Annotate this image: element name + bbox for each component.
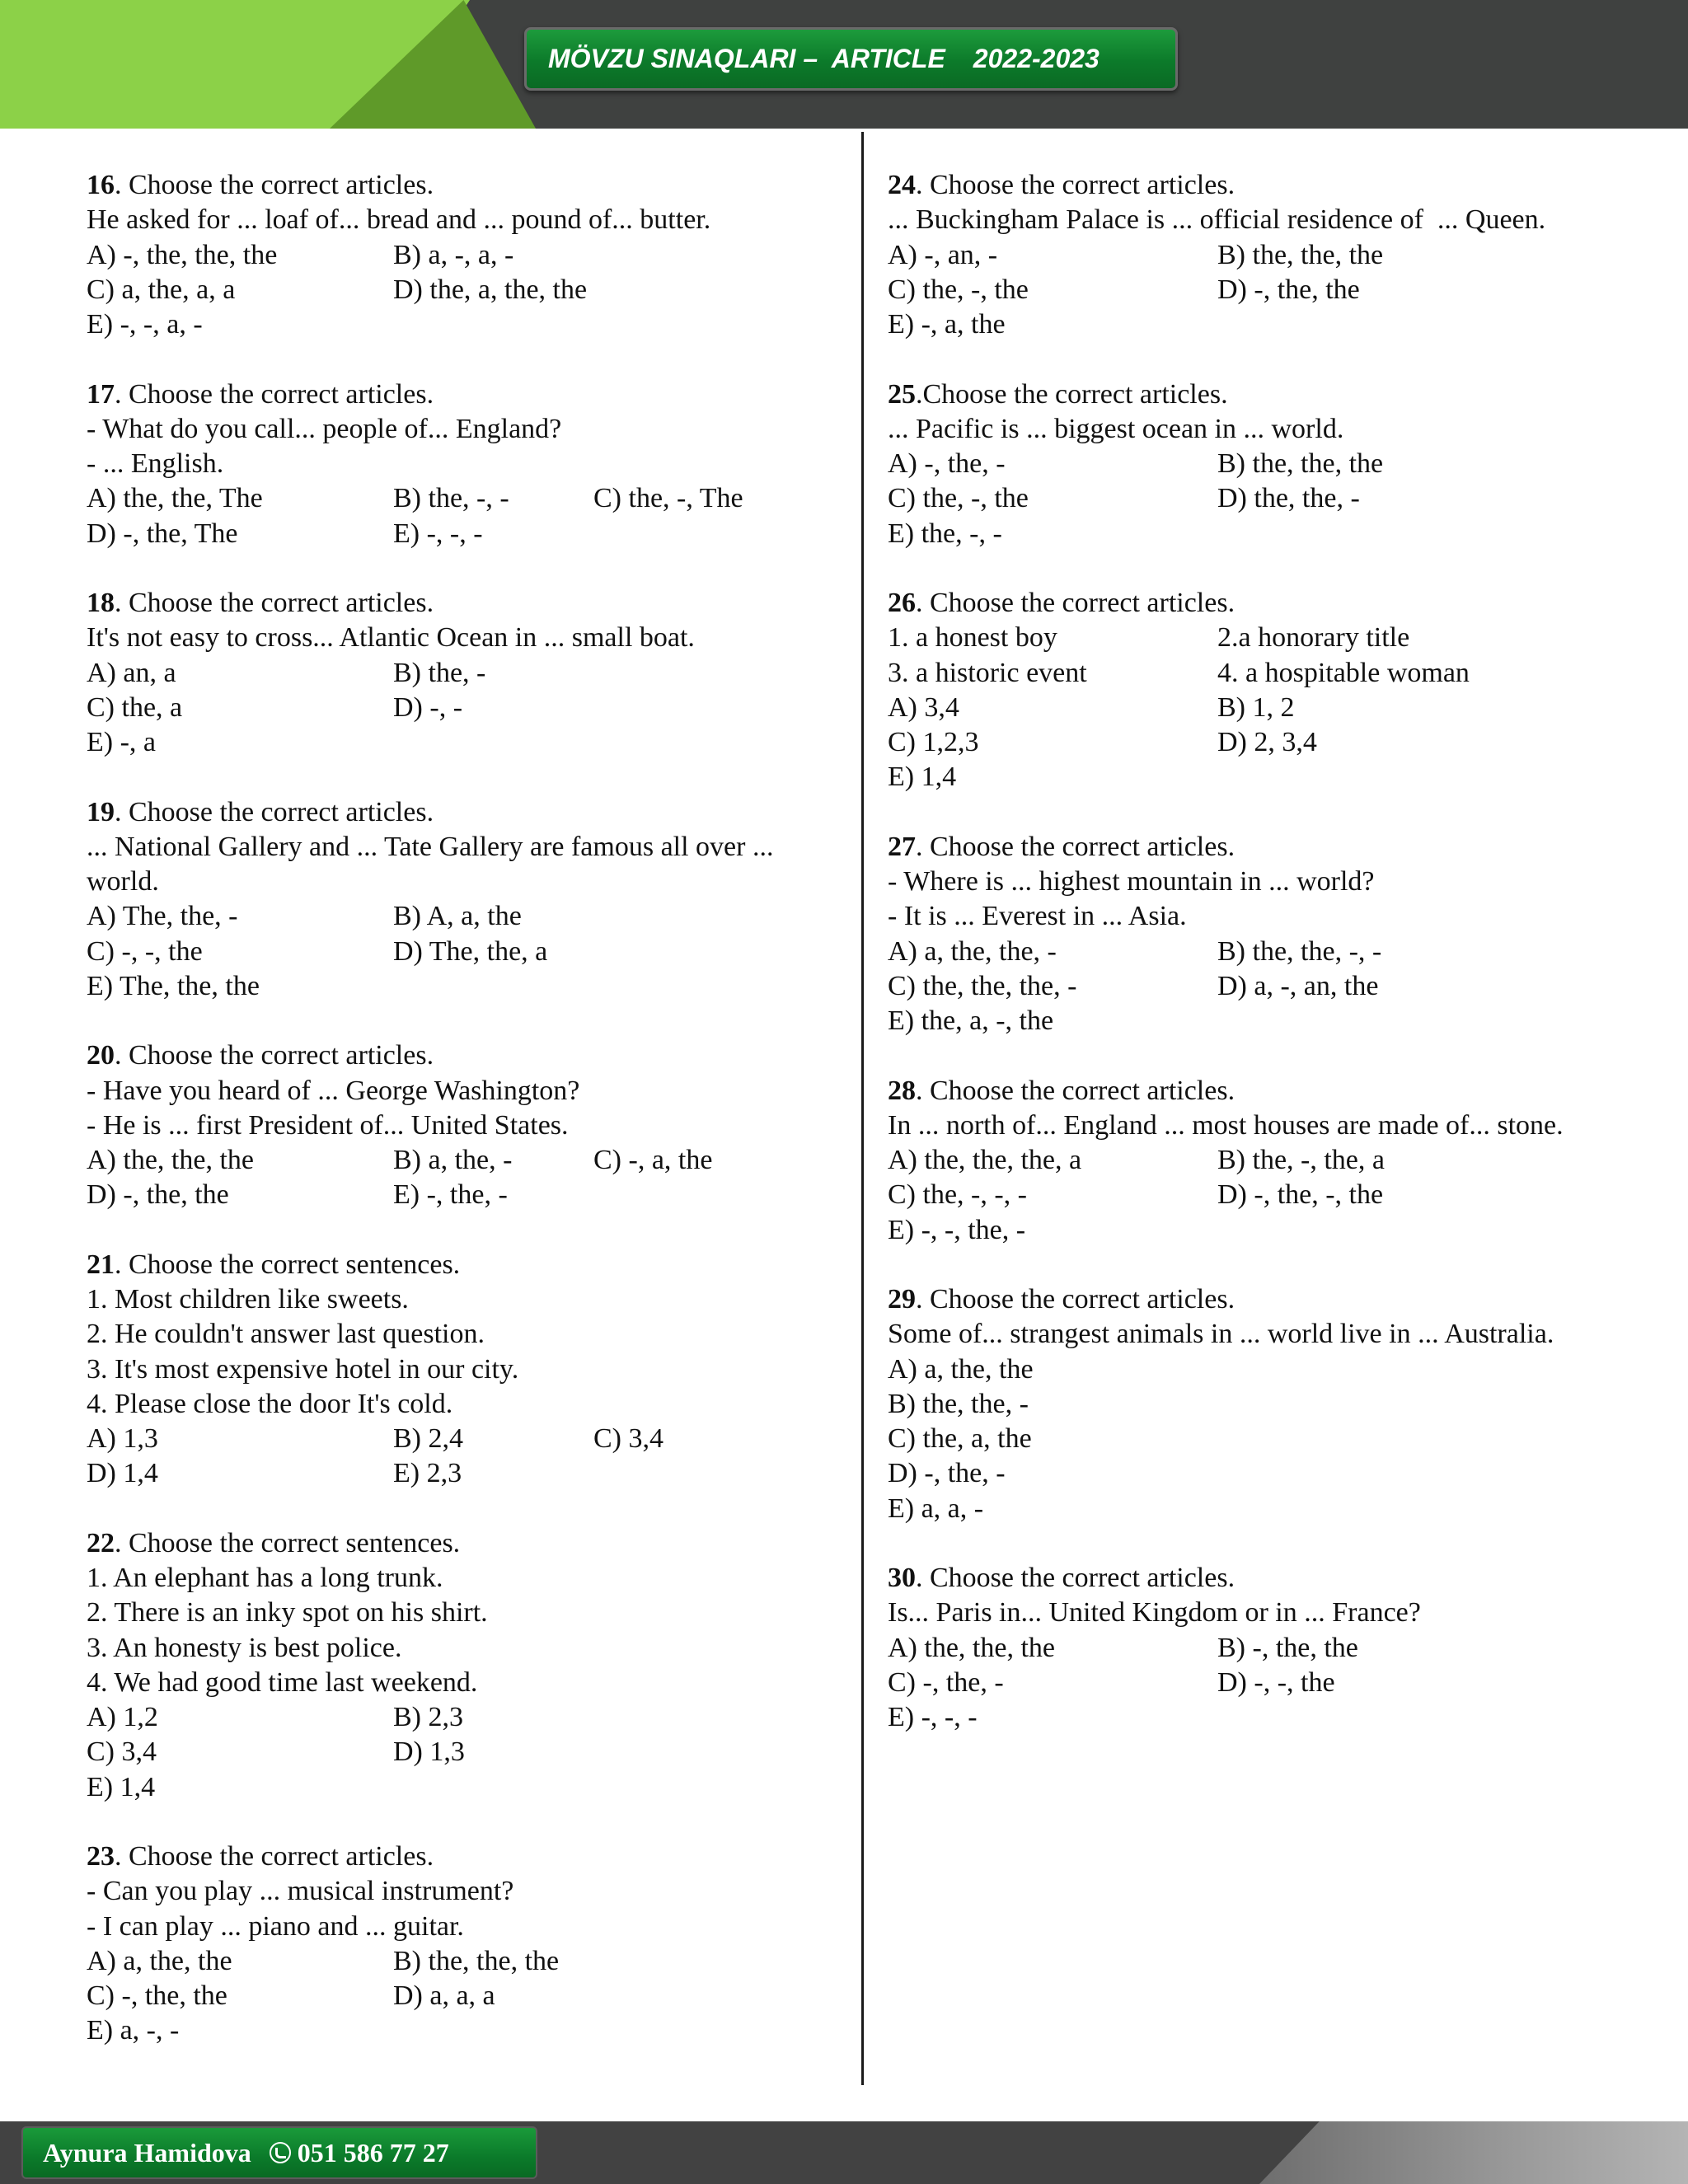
option-row bbox=[87, 238, 853, 273]
option-row bbox=[888, 1213, 1679, 1248]
answer-option[interactable]: D) a, -, an, the bbox=[1217, 970, 1379, 1001]
option-row bbox=[87, 935, 853, 969]
answer-option[interactable]: E) a, -, - bbox=[87, 2015, 180, 2046]
question-number: 24 bbox=[888, 170, 916, 200]
option-row bbox=[888, 969, 1679, 1004]
left-column bbox=[87, 168, 853, 2083]
answer-option[interactable]: B) the, the, the bbox=[1217, 448, 1384, 479]
option-row bbox=[888, 1004, 1679, 1038]
answer-option[interactable]: D) -, the, The bbox=[87, 518, 238, 549]
answer-option[interactable]: C) -, a, the bbox=[593, 1145, 713, 1175]
answer-option[interactable]: A) 1,2 bbox=[87, 1702, 158, 1732]
question-text-line: 1. An elephant has a long trunk. bbox=[87, 1563, 443, 1593]
question-text-line: 4. Please close the door It's cold. bbox=[87, 1388, 453, 1419]
column-divider bbox=[861, 132, 864, 2085]
option-row bbox=[888, 1352, 1679, 1387]
question-28 bbox=[888, 1074, 1679, 1248]
option-row bbox=[888, 307, 1679, 342]
question-20 bbox=[87, 1038, 853, 1212]
answer-option[interactable]: C) the, a bbox=[87, 691, 183, 723]
question-number: 16 bbox=[87, 170, 115, 200]
option-row bbox=[888, 725, 1679, 760]
answer-option[interactable]: E) -, -, - bbox=[888, 1702, 978, 1732]
option-row bbox=[888, 481, 1679, 516]
question-heading bbox=[87, 1526, 853, 1561]
answer-option[interactable]: D) 1,4 bbox=[87, 1458, 158, 1489]
answer-option[interactable]: B) the, the, the bbox=[393, 1945, 560, 1976]
answer-option[interactable]: B) 1, 2 bbox=[1217, 691, 1295, 723]
answer-option[interactable]: A) -, the, the, the bbox=[87, 239, 278, 270]
option-row bbox=[888, 656, 1679, 691]
question-heading bbox=[87, 586, 853, 621]
answer-option[interactable]: E) The, the, the bbox=[87, 970, 260, 1001]
answer-option[interactable]: B) the, - bbox=[393, 657, 486, 688]
option-row bbox=[87, 1735, 853, 1769]
title-badge bbox=[524, 27, 1178, 91]
answer-option[interactable]: C) the, -, The bbox=[593, 483, 743, 514]
answer-option[interactable]: A) a, the, the, - bbox=[888, 935, 1057, 967]
question-number: 19 bbox=[87, 796, 115, 827]
question-heading bbox=[888, 168, 1679, 203]
question-23 bbox=[87, 1840, 853, 2049]
question-number: 23 bbox=[87, 1841, 115, 1872]
answer-option[interactable]: C) the, a, the bbox=[888, 1423, 1032, 1454]
question-heading bbox=[87, 1840, 853, 1874]
answer-option[interactable]: A) -, the, - bbox=[888, 448, 1006, 479]
question-text-line: 2. There is an inky spot on his shirt. bbox=[87, 1597, 488, 1629]
answer-option[interactable]: C) the, -, -, - bbox=[888, 1179, 1028, 1211]
option-row bbox=[87, 1979, 853, 2013]
answer-option[interactable]: C) the, the, the, - bbox=[888, 970, 1077, 1001]
question-number: 26 bbox=[888, 588, 916, 618]
option-row bbox=[87, 1770, 853, 1805]
answer-option[interactable]: E) 1,4 bbox=[87, 1771, 156, 1802]
option-row bbox=[87, 517, 853, 551]
answer-option[interactable]: A) the, the, The bbox=[87, 483, 263, 514]
question-instruction: . Choose the correct articles. bbox=[115, 378, 434, 410]
option-row bbox=[87, 2013, 853, 2048]
question-number: 20 bbox=[87, 1040, 115, 1071]
question-text-line: - ... English. bbox=[87, 448, 224, 479]
question-heading bbox=[87, 168, 853, 203]
answer-option[interactable]: C) -, the, the bbox=[87, 1980, 227, 2011]
question-instruction: . Choose the correct articles. bbox=[115, 1841, 434, 1872]
question-heading bbox=[888, 377, 1679, 412]
page-year: 2022-2023 bbox=[973, 44, 1100, 73]
question-text-line: - What do you call... people of... England? bbox=[87, 413, 562, 444]
question-instruction: . Choose the correct articles. bbox=[916, 170, 1236, 200]
question-text-line: - He is ... first President of... United States. bbox=[87, 1109, 569, 1141]
question-instruction: . Choose the correct articles. bbox=[115, 1040, 434, 1071]
option-row bbox=[888, 238, 1679, 273]
question-instruction: . Choose the correct articles. bbox=[115, 588, 434, 618]
option-row bbox=[888, 621, 1679, 655]
answer-option[interactable]: 3. a historic event bbox=[888, 657, 1087, 688]
option-row bbox=[87, 273, 853, 307]
answer-option[interactable]: C) 3,4 bbox=[87, 1736, 157, 1768]
question-instruction: . Choose the correct articles. bbox=[916, 1075, 1236, 1106]
question-text-line: - It is ... Everest in ... Asia. bbox=[888, 901, 1187, 932]
answer-option[interactable]: D) -, the, the bbox=[87, 1179, 229, 1211]
option-row bbox=[87, 1944, 853, 1979]
question-text-line: - I can play ... piano and ... guitar. bbox=[87, 1910, 464, 1942]
answer-option[interactable]: B) 2,3 bbox=[393, 1702, 463, 1732]
question-text-line: ... Buckingham Palace is ... official residence of ... Queen. bbox=[888, 204, 1546, 236]
answer-option[interactable]: A) 3,4 bbox=[888, 691, 959, 723]
answer-option[interactable]: B) 2,4 bbox=[393, 1423, 463, 1454]
question-heading bbox=[888, 586, 1679, 621]
option-row bbox=[888, 1143, 1679, 1178]
question-30 bbox=[888, 1561, 1679, 1735]
question-number: 27 bbox=[888, 831, 916, 862]
question-heading bbox=[888, 1282, 1679, 1317]
answer-option[interactable]: E) 1,4 bbox=[888, 762, 957, 793]
option-row bbox=[87, 899, 853, 934]
question-22 bbox=[87, 1526, 853, 1805]
question-16 bbox=[87, 168, 853, 342]
option-row bbox=[888, 447, 1679, 481]
answer-option[interactable]: E) the, -, - bbox=[888, 518, 1002, 549]
answer-option[interactable]: D) the, a, the, the bbox=[393, 274, 588, 305]
answer-option[interactable]: A) The, the, - bbox=[87, 901, 238, 932]
option-row bbox=[888, 760, 1679, 794]
answer-option[interactable]: D) -, the, - bbox=[888, 1458, 1006, 1489]
question-heading bbox=[888, 1561, 1679, 1596]
question-text-line: world. bbox=[87, 866, 159, 897]
answer-option[interactable]: C) 1,2,3 bbox=[888, 727, 979, 757]
option-row bbox=[888, 273, 1679, 307]
question-instruction: .Choose the correct articles. bbox=[916, 378, 1228, 410]
question-text-line: - Where is ... highest mountain in ... world? bbox=[888, 866, 1375, 897]
question-text-line: ... Pacific is ... biggest ocean in ... world. bbox=[888, 413, 1344, 444]
option-row bbox=[888, 935, 1679, 969]
option-row bbox=[888, 1387, 1679, 1422]
answer-option[interactable]: D) 1,3 bbox=[393, 1736, 465, 1768]
question-number: 29 bbox=[888, 1284, 916, 1315]
answer-option[interactable]: B) the, the, - bbox=[888, 1388, 1029, 1419]
answer-option[interactable]: D) -, - bbox=[393, 691, 463, 723]
question-number: 28 bbox=[888, 1075, 916, 1106]
answer-option[interactable]: D) -, -, the bbox=[1217, 1666, 1335, 1698]
answer-option[interactable]: D) a, a, a bbox=[393, 1980, 495, 2011]
option-row bbox=[87, 1700, 853, 1735]
question-27 bbox=[888, 830, 1679, 1039]
question-24 bbox=[888, 168, 1679, 342]
author-phone: 051 586 77 27 bbox=[297, 2137, 449, 2168]
question-text-line: - Have you heard of ... George Washington? bbox=[87, 1075, 580, 1106]
option-row bbox=[888, 1631, 1679, 1666]
question-text-line: ... National Gallery and ... Tate Gallery are famous all over ... bbox=[87, 831, 774, 862]
option-row bbox=[87, 725, 853, 760]
answer-option[interactable]: E) a, a, - bbox=[888, 1493, 984, 1524]
question-text-line: Some of... strangest animals in ... world live in ... Australia. bbox=[888, 1319, 1554, 1350]
answer-option[interactable]: C) the, -, the bbox=[888, 274, 1029, 305]
question-heading bbox=[87, 1248, 853, 1282]
question-text-line: 3. An honesty is best police. bbox=[87, 1632, 402, 1663]
answer-option[interactable]: A) -, an, - bbox=[888, 239, 998, 270]
question-heading bbox=[87, 1038, 853, 1073]
question-instruction: . Choose the correct articles. bbox=[916, 831, 1236, 862]
answer-option[interactable]: A) the, the, the bbox=[87, 1145, 254, 1175]
question-instruction: . Choose the correct articles. bbox=[916, 588, 1236, 618]
option-row bbox=[888, 517, 1679, 551]
option-row bbox=[888, 691, 1679, 725]
option-row bbox=[87, 1456, 853, 1491]
question-instruction: . Choose the correct articles. bbox=[916, 1563, 1236, 1593]
question-instruction: . Choose the correct articles. bbox=[115, 796, 434, 827]
option-row bbox=[87, 656, 853, 691]
option-row bbox=[87, 1143, 853, 1178]
answer-option[interactable]: A) a, the, the bbox=[87, 1945, 232, 1976]
answer-option[interactable]: E) -, the, - bbox=[393, 1179, 508, 1211]
answer-option[interactable]: 2.a honorary title bbox=[1217, 622, 1410, 654]
question-number: 18 bbox=[87, 588, 115, 618]
option-row bbox=[888, 1700, 1679, 1735]
answer-option[interactable]: B) the, -, - bbox=[393, 483, 509, 514]
answer-option[interactable]: D) The, the, a bbox=[393, 935, 548, 967]
question-text-line: Is... Paris in... United Kingdom or in ... France? bbox=[888, 1597, 1421, 1629]
page-title: MÖVZU SINAQLARI – ARTICLE bbox=[548, 44, 945, 73]
right-column bbox=[888, 168, 1679, 1770]
answer-option[interactable]: C) -, the, - bbox=[888, 1666, 1004, 1698]
answer-option[interactable]: A) the, the, the bbox=[888, 1632, 1055, 1663]
answer-option[interactable]: B) a, the, - bbox=[393, 1145, 513, 1175]
answer-option[interactable]: 4. a hospitable woman bbox=[1217, 657, 1470, 688]
footer-grey-shape bbox=[1259, 2121, 1688, 2184]
option-row bbox=[888, 1178, 1679, 1212]
question-17 bbox=[87, 377, 853, 551]
answer-option[interactable]: B) the, the, the bbox=[1217, 239, 1384, 270]
question-heading bbox=[888, 830, 1679, 865]
answer-option[interactable]: B) the, the, -, - bbox=[1217, 935, 1382, 967]
answer-option[interactable]: E) the, a, -, the bbox=[888, 1005, 1054, 1036]
question-text-line: In ... north of... England ... most houses are made of... stone. bbox=[888, 1109, 1564, 1141]
question-instruction: . Choose the correct sentences. bbox=[115, 1527, 461, 1558]
answer-option[interactable]: E) -, -, - bbox=[393, 518, 483, 549]
question-text-line: It's not easy to cross... Atlantic Ocean in ... small boat. bbox=[87, 622, 695, 654]
answer-option[interactable]: 1. a honest boy bbox=[888, 622, 1057, 654]
question-29 bbox=[888, 1282, 1679, 1526]
question-instruction: . Choose the correct sentences. bbox=[115, 1249, 461, 1280]
answer-option[interactable]: E) -, a, the bbox=[888, 309, 1006, 340]
option-row bbox=[87, 1178, 853, 1212]
option-row bbox=[888, 1492, 1679, 1526]
option-row bbox=[888, 1422, 1679, 1456]
answer-option[interactable]: E) 2,3 bbox=[393, 1458, 462, 1489]
question-text-line: 1. Most children like sweets. bbox=[87, 1284, 409, 1315]
question-19 bbox=[87, 795, 853, 1005]
question-text-line: - Can you play ... musical instrument? bbox=[87, 1876, 514, 1907]
question-21 bbox=[87, 1248, 853, 1492]
answer-option[interactable]: A) an, a bbox=[87, 657, 176, 688]
question-number: 22 bbox=[87, 1527, 115, 1558]
question-heading bbox=[87, 377, 853, 412]
answer-option[interactable]: C) a, the, a, a bbox=[87, 274, 236, 305]
option-row bbox=[87, 307, 853, 342]
question-instruction: . Choose the correct articles. bbox=[916, 1284, 1236, 1315]
answer-option[interactable]: D) 2, 3,4 bbox=[1217, 727, 1317, 757]
answer-option[interactable]: C) -, -, the bbox=[87, 935, 203, 967]
question-26 bbox=[888, 586, 1679, 795]
option-row bbox=[888, 1666, 1679, 1700]
option-row bbox=[888, 1456, 1679, 1491]
question-heading bbox=[87, 795, 853, 830]
question-text-line: 2. He couldn't answer last question. bbox=[87, 1319, 485, 1350]
answer-option[interactable]: B) the, -, the, a bbox=[1217, 1145, 1385, 1175]
question-text-line: 3. It's most expensive hotel in our city. bbox=[87, 1353, 519, 1385]
question-number: 25 bbox=[888, 378, 916, 410]
answer-option[interactable]: D) -, the, the bbox=[1217, 274, 1360, 305]
whatsapp-phone-icon bbox=[270, 2142, 291, 2163]
answer-option[interactable]: B) A, a, the bbox=[393, 901, 522, 932]
question-instruction: . Choose the correct articles. bbox=[115, 170, 434, 200]
answer-option[interactable]: A) 1,3 bbox=[87, 1423, 158, 1454]
answer-option[interactable]: E) -, -, the, - bbox=[888, 1214, 1026, 1245]
answer-option[interactable]: D) -, the, -, the bbox=[1217, 1179, 1384, 1211]
question-number: 21 bbox=[87, 1249, 115, 1280]
answer-option[interactable]: B) a, -, a, - bbox=[393, 239, 514, 270]
author-name: Aynura Hamidova bbox=[43, 2137, 251, 2168]
question-number: 30 bbox=[888, 1563, 916, 1593]
answer-option[interactable]: E) -, -, a, - bbox=[87, 309, 203, 340]
question-text-line: He asked for ... loaf of... bread and ... pound of... butter. bbox=[87, 204, 711, 236]
question-heading bbox=[888, 1074, 1679, 1108]
answer-option[interactable]: A) the, the, the, a bbox=[888, 1145, 1082, 1175]
option-row bbox=[87, 691, 853, 725]
answer-option[interactable]: E) -, a bbox=[87, 727, 157, 757]
question-25 bbox=[888, 377, 1679, 551]
answer-option[interactable]: C) the, -, the bbox=[888, 483, 1029, 514]
option-row bbox=[87, 969, 853, 1004]
option-row bbox=[87, 1422, 853, 1456]
question-text-line: 4. We had good time last weekend. bbox=[87, 1666, 478, 1698]
author-badge bbox=[21, 2126, 537, 2179]
question-18 bbox=[87, 586, 853, 760]
answer-option[interactable]: D) the, the, - bbox=[1217, 483, 1360, 514]
question-number: 17 bbox=[87, 378, 115, 410]
answer-option[interactable]: A) a, the, the bbox=[888, 1353, 1034, 1385]
answer-option[interactable]: B) -, the, the bbox=[1217, 1632, 1358, 1663]
answer-option[interactable]: C) 3,4 bbox=[593, 1423, 663, 1454]
option-row bbox=[87, 481, 853, 516]
